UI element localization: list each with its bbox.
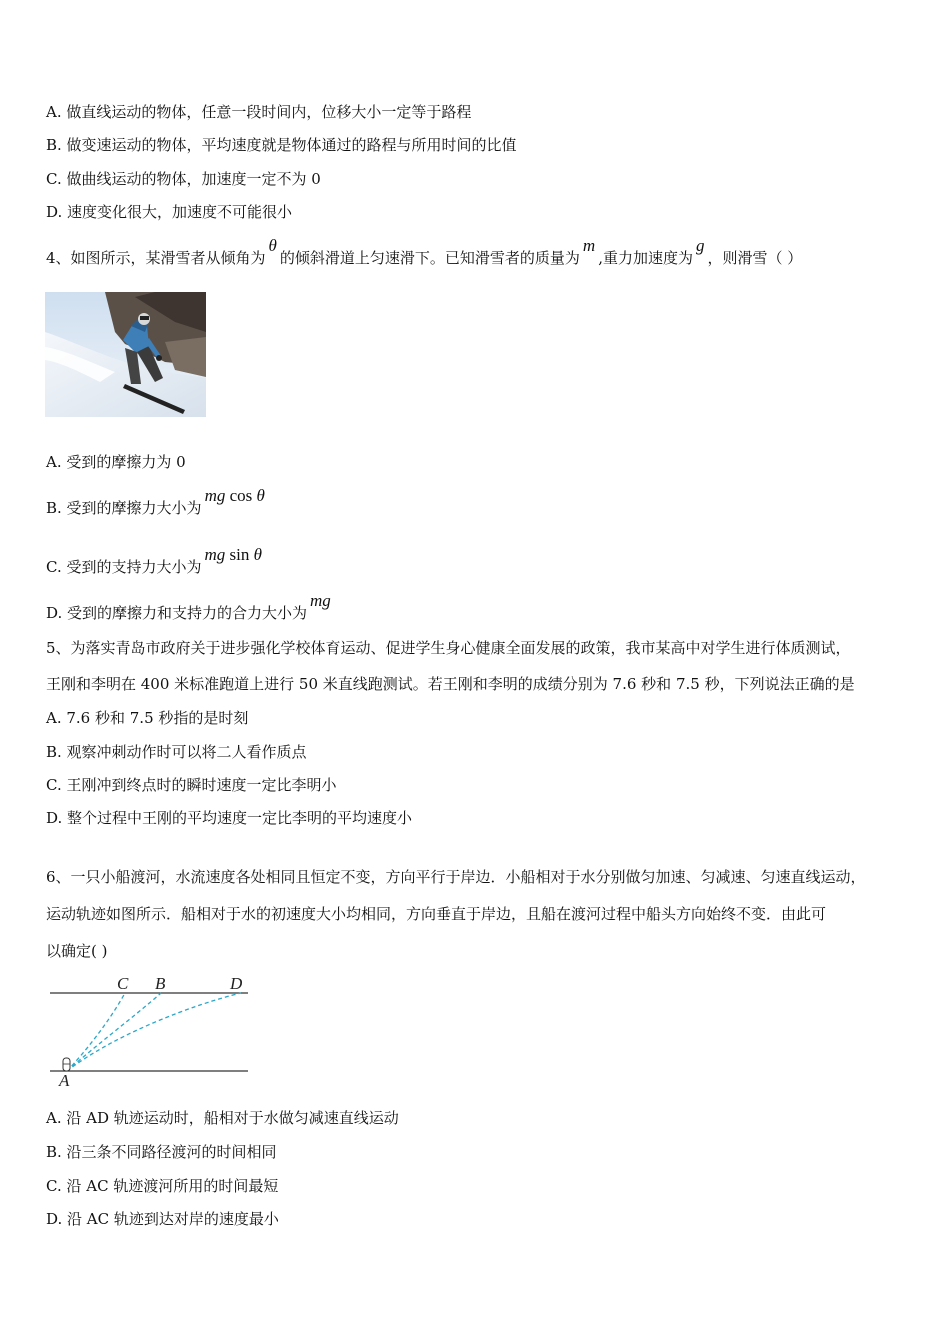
label-a: A [59,1071,70,1090]
q6-stem-line3: 以确定( ) [46,942,108,960]
mass-symbol: m [582,236,596,255]
formula-theta: θ [253,545,262,564]
q3-option-a: A. 做直线运动的物体，任意一段时间内，位移大小一定等于路程 [46,103,472,121]
q4-option-b [46,486,268,518]
q5-stem-line2: 王刚和李明在 400 米标准跑道上进行 50 米直线跑测试。若王刚和李明的成绩分别为 7.6 秒和 7.5 秒，下列说法正确的是 [46,675,855,693]
q6-option-a: A. 沿 AD 轨迹运动时，船相对于水做匀减速直线运动 [46,1109,399,1127]
label-b: B [155,974,166,993]
q6-option-c: C. 沿 AC 轨迹渡河所用的时间最短 [46,1177,279,1195]
formula-mg: mg [310,591,331,610]
q4-stem-part4: ，则滑雪（ ） [707,249,803,267]
q6-stem-line1: 6、一只小船渡河，水流速度各处相同且恒定不变，方向平行于岸边．小船相对于水分别做匀加速、匀减速、匀速直线运动， [46,868,866,886]
q4-option-c [46,545,265,577]
q5-option-c: C. 王刚冲到终点时的瞬时速度一定比李明小 [46,776,337,794]
q5-option-b: B. 观察冲刺动作时可以将二人看作质点 [46,743,307,761]
gravity-symbol: g [695,236,705,255]
river-crossing-diagram [45,972,255,1090]
q4-option-b-text: B. 受到的摩擦力大小为 [46,499,202,517]
label-d: D [230,974,243,993]
boat-icon [63,1058,70,1071]
formula-mg-cos-theta [202,486,268,505]
label-c: C [117,974,129,993]
trajectory-ad [67,993,241,1071]
skier-photo [45,292,206,417]
q4-stem [46,236,803,268]
q4-option-d [46,591,334,623]
q5-option-a: A. 7.6 秒和 7.5 秒指的是时刻 [46,709,249,727]
q5-option-d: D. 整个过程中王刚的平均速度一定比李明的平均速度小 [46,809,413,827]
trajectory-ac [67,993,125,1071]
q3-option-c: C. 做曲线运动的物体，加速度一定不为 0 [46,170,321,188]
q5-stem-line1: 5、为落实青岛市政府关于进步强化学校体育运动、促进学生身心健康全面发展的政策，我市某高中对学生进行体质测试， [46,639,851,657]
formula-mg: mg [204,486,226,505]
q4-option-a: A. 受到的摩擦力为 0 [46,453,186,471]
formula-theta: θ [256,486,265,505]
q4-stem-part1: 4、如图所示，某滑雪者从倾角为 [46,249,266,267]
theta-symbol: θ [268,236,277,255]
formula-cos: cos [229,486,253,505]
trajectory-ab [67,993,161,1071]
formula-mg-sin-theta [201,545,264,564]
q6-option-d: D. 沿 AC 轨迹到达对岸的速度最小 [46,1210,279,1228]
formula-sin: sin [229,545,250,564]
q6-option-b: B. 沿三条不同路径渡河的时间相同 [46,1143,277,1161]
q4-stem-part3: ,重力加速度为 [598,249,693,267]
q6-stem-line2: 运动轨迹如图所示．船相对于水的初速度大小均相同，方向垂直于岸边，且船在渡河过程中船头方向始终不变．由此可 [46,905,827,923]
q3-option-b: B. 做变速运动的物体，平均速度就是物体通过的路程与所用时间的比值 [46,136,517,154]
q4-option-d-text: D. 受到的摩擦力和支持力的合力大小为 [46,604,308,622]
q4-stem-part2: 的倾斜滑道上匀速滑下。已知滑雪者的质量为 [279,249,580,267]
q4-option-c-text: C. 受到的支持力大小为 [46,558,202,576]
formula-mg: mg [204,545,226,564]
q3-option-d: D. 速度变化很大，加速度不可能很小 [46,203,293,221]
